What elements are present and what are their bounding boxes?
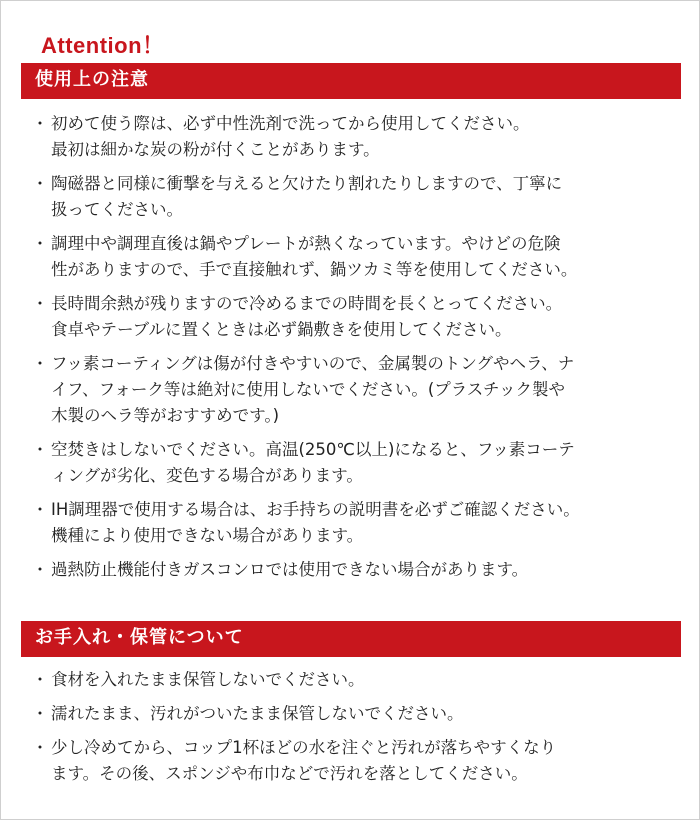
list-item [31,351,671,429]
item-text: 空焚きはしないでください。高温(250℃以上)になると、フッ素コーテ ィングが劣化、変色する場合があります。 [51,440,575,485]
bullet-icon: ・ [31,440,49,459]
care-notes-list [31,667,671,795]
list-item [31,497,671,549]
section-header-usage: 使用上の注意 [21,63,681,97]
item-text: 陶磁器と同様に衝撃を与えると欠けたり割れたりしますので、丁寧に 扱ってください。 [51,174,563,219]
item-text: 食材を入れたまま保管しないでください。 [51,670,365,689]
item-text: 少し冷めてから、コップ1杯ほどの水を注ぐと汚れが落ちやすくなり ます。その後、スポンジや布巾などで汚れを落としてください。 [51,738,557,783]
bullet-icon: ・ [31,354,49,373]
bullet-icon: ・ [31,670,49,689]
list-item [31,735,671,787]
section-divider-care [21,655,681,657]
item-text: 調理中や調理直後は鍋やプレートが熱くなっています。やけどの危険 性がありますので、手で直接触れず、鍋ツカミ等を使用してください。 [51,234,578,279]
attention-heading: Attention！ [41,33,165,58]
list-item [31,557,671,583]
bullet-icon: ・ [31,294,49,313]
item-text: フッ素コーティングは傷が付きやすいので、金属製のトングやヘラ、ナ イフ、フォーク等は絶対に使用しないでください。(プラスチック製や 木製のヘラ等がおすすめです。) [51,354,575,425]
section-header-care: お手入れ・保管について [21,621,681,655]
bullet-icon: ・ [31,560,49,579]
usage-notes-list [31,111,671,591]
item-text: 濡れたまま、汚れがついたまま保管しないでください。 [51,704,464,723]
item-text: 初めて使う際は、必ず中性洗剤で洗ってから使用してください。 最初は細かな炭の粉が付くことがあります。 [51,114,530,159]
bullet-icon: ・ [31,114,49,133]
list-item [31,437,671,489]
bullet-icon: ・ [31,174,49,193]
item-text: 長時間余熱が残りますので冷めるまでの時間を長くとってください。 食卓やテーブルに置くときは必ず鍋敷きを使用してください。 [51,294,563,339]
bullet-icon: ・ [31,500,49,519]
list-item [31,171,671,223]
bullet-icon: ・ [31,704,49,723]
list-item [31,231,671,283]
list-item [31,111,671,163]
list-item [31,701,671,727]
bullet-icon: ・ [31,738,49,757]
bullet-icon: ・ [31,234,49,253]
list-item [31,291,671,343]
list-item [31,667,671,693]
item-text: IH調理器で使用する場合は、お手持ちの説明書を必ずご確認ください。 機種により使用できない場合があります。 [51,500,580,545]
item-text: 過熱防止機能付きガスコンロでは使用できない場合があります。 [51,560,529,579]
section-divider-usage [21,97,681,99]
